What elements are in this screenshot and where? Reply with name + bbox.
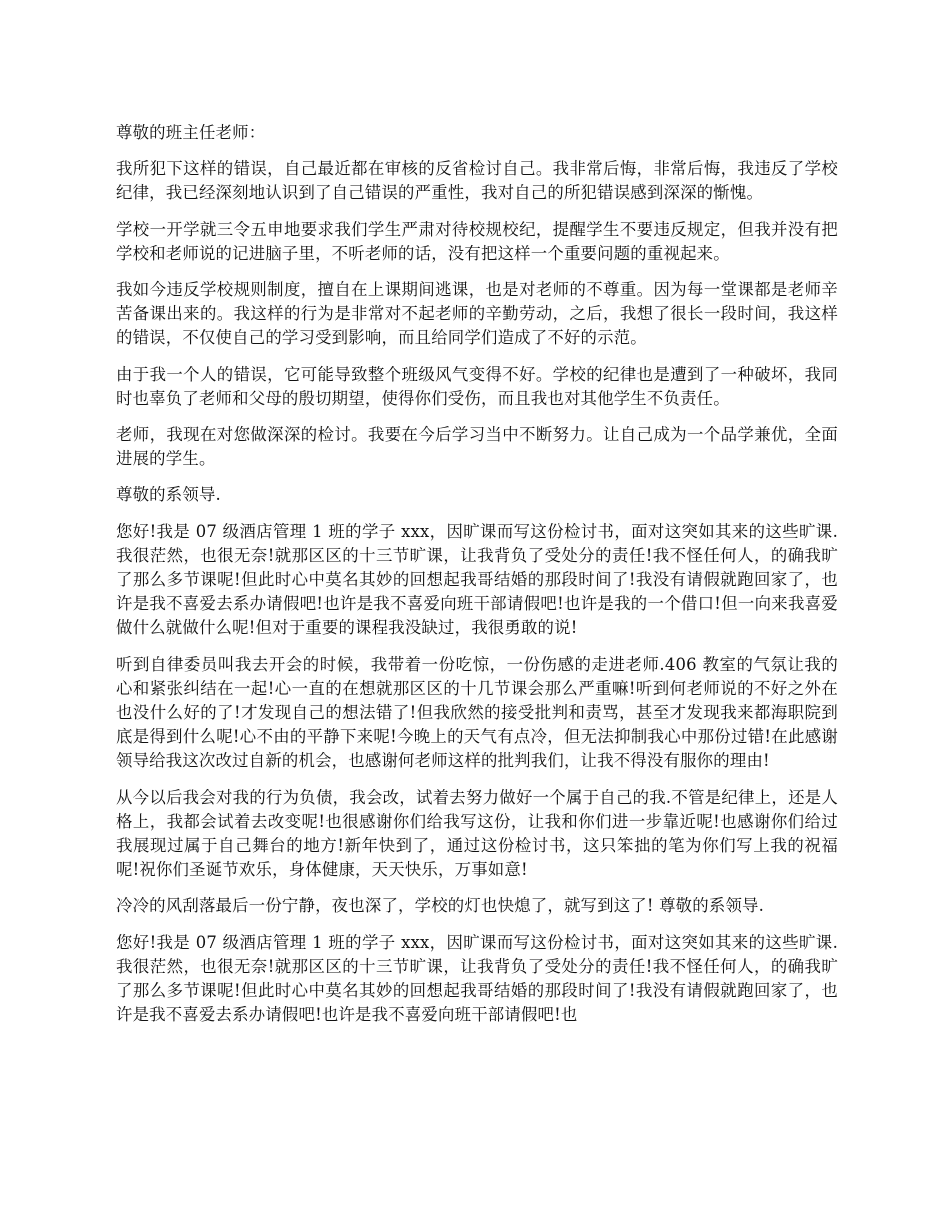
paragraph: 我如今违反学校规则制度，擅自在上课期间逃课，也是对老师的不尊重。因为每一堂课都是老师辛苦备课出来的。我这样的行为是非常对不起老师的辛勤劳动，之后，我想了很长一段时间，我这样的错误，不仅使自己的学习受到影响，而且给同学们造成了不好的示范。 <box>116 280 838 348</box>
paragraph: 我所犯下这样的错误，自己最近都在审核的反省检讨自己。我非常后悔，非常后悔，我违反了学校纪律，我已经深刻地认识到了自己错误的严重性，我对自己的所犯错误感到深深的惭愧。 <box>116 159 838 203</box>
paragraph: 您好!我是 07 级酒店管理 1 班的学子 xxx，因旷课而写这份检讨书，面对这突如其来的这些旷课.我很茫然，也很无奈!就那区区的十三节旷课，让我背负了受处分的责任!我不怪任何人，的确我旷了那么多节课呢!但此时心中莫名其妙的回想起我哥结婚的那段时间了!我没有请假就跑回家了，也许是我不喜爱去系办请假吧!也许是我不喜爱向班干部请假吧!也许是我的一个借口!但一向来我喜爱做什么就做什么呢!但对于重要的课程我没缺过，我很勇敢的说! <box>116 521 838 638</box>
paragraph: 老师，我现在对您做深深的检讨。我要在今后学习当中不断努力。让自己成为一个品学兼优，全面进展的学生。 <box>116 425 838 469</box>
salutation-department-leader: 尊敬的系领导. <box>116 485 221 505</box>
paragraph: 冷冷的风刮落最后一份宁静，夜也深了，学校的灯也快熄了，就写到这了! 尊敬的系领导. <box>116 896 765 916</box>
document-body <box>116 121 838 1040</box>
paragraph: 听到自律委员叫我去开会的时候，我带着一份吃惊，一份伤感的走进老师.406 教室的气氛让我的心和紧张纠结在一起!心一直的在想就那区区的十几节课会那么严重嘛!听到何老师说的不好之外在也没什么好的了!才发现自己的想法错了!但我欣然的接受批判和责骂，甚至才发现我来都海职院到底是得到什么呢!心不由的平静下来呢!今晚上的天气有点冷，但无法抑制我心中那份过错!在此感谢领导给我这次改过自新的机会，也感谢何老师这样的批判我们，让我不得没有服你的理由! <box>116 654 838 771</box>
paragraph: 从今以后我会对我的行为负债，我会改，试着去努力做好一个属于自己的我.不管是纪律上，还是人格上，我都会试着去改变呢!也很感谢你们给我写这份，让我和你们进一步靠近呢!也感谢你们给过我展现过属于自己舞台的地方!新年快到了，通过这份检讨书，这只笨拙的笔为你们写上我的祝福呢!祝你们圣诞节欢乐，身体健康，天天快乐，万事如意! <box>116 787 838 880</box>
paragraph: 学校一开学就三令五申地要求我们学生严肃对待校规校纪，提醒学生不要违反规定，但我并没有把学校和老师说的记进脑子里，不听老师的话，没有把这样一个重要问题的重视起来。 <box>116 219 838 263</box>
paragraph: 您好!我是 07 级酒店管理 1 班的学子 xxx，因旷课而写这份检讨书，面对这突如其来的这些旷课.我很茫然，也很无奈!就那区区的十三节旷课，让我背负了受处分的责任!我不怪任何人，的确我旷了那么多节课呢!但此时心中莫名其妙的回想起我哥结婚的那段时间了!我没有请假就跑回家了，也许是我不喜爱去系办请假吧!也许是我不喜爱向班干部请假吧!也 <box>116 932 838 1025</box>
salutation-class-teacher: 尊敬的班主任老师： <box>116 123 266 142</box>
paragraph: 由于我一个人的错误，它可能导致整个班级风气变得不好。学校的纪律也是遭到了一种破坏，我同时也辜负了老师和父母的殷切期望，使得你们受伤，而且我也对其他学生不负责任。 <box>116 364 838 408</box>
